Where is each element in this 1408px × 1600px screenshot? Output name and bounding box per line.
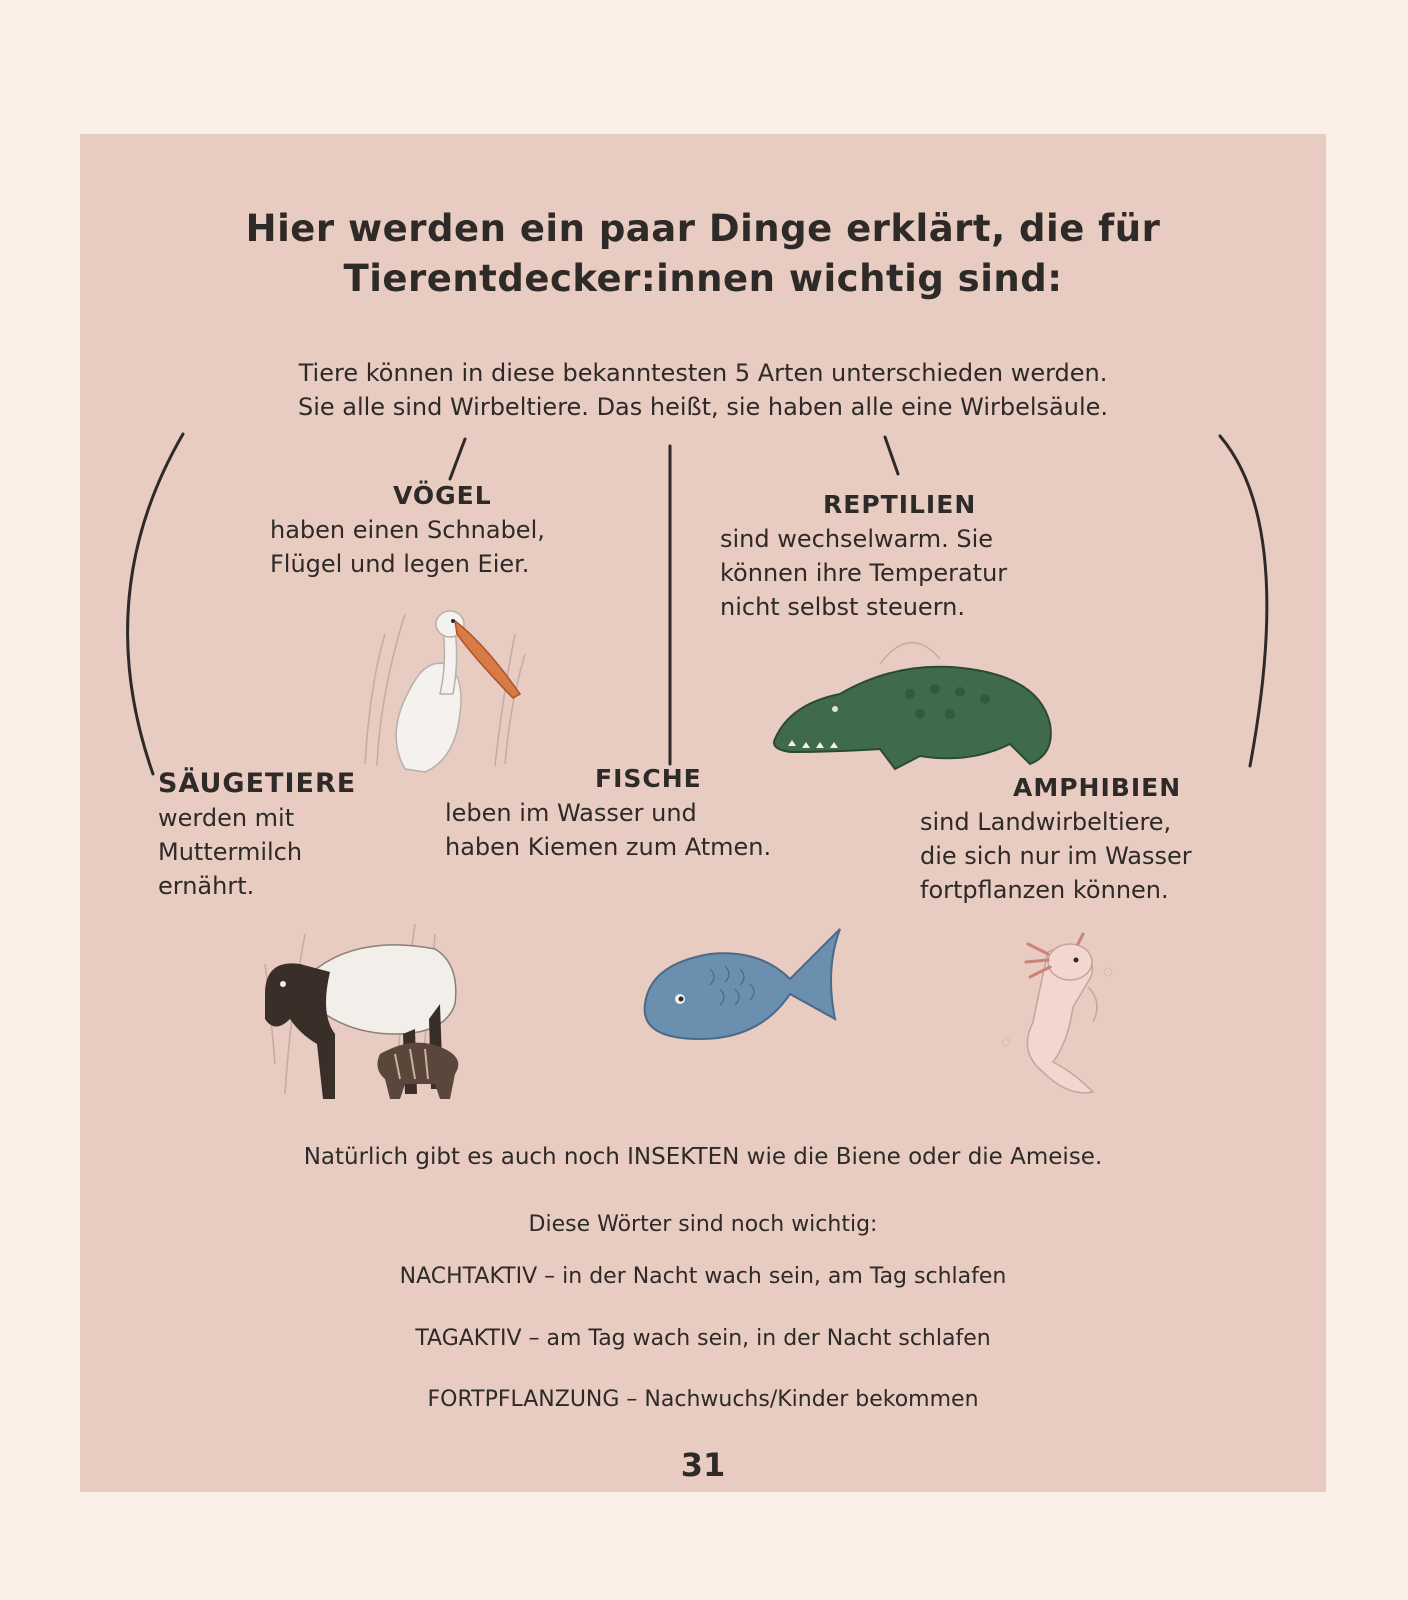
- crocodile-icon: [770, 624, 1080, 774]
- group-saeugetiere-line-3: ernährt.: [158, 872, 255, 900]
- word-fortpflanzung: FORTPFLANZUNG – Nachwuchs/Kinder bekommen: [427, 1387, 979, 1412]
- fish-icon: [640, 924, 855, 1049]
- word-nachtaktiv: NACHTAKTIV – in der Nacht wach sein, am Tag schlafen: [399, 1264, 1007, 1289]
- page-number: 31: [680, 1446, 726, 1484]
- intro-line-2: Sie alle sind Wirbeltiere. Das heißt, sie haben alle eine Wirbelsäule.: [297, 393, 1109, 421]
- page-title: [80, 204, 1326, 304]
- group-amphibien: [920, 771, 1300, 907]
- group-amphibien-line-3: fortpflanzen können.: [920, 876, 1169, 904]
- group-amphibien-line-1: sind Landwirbeltiere,: [920, 808, 1172, 836]
- intro-line-1: Tiere können in diese bekanntesten 5 Arten unterschieden werden.: [298, 359, 1108, 387]
- group-saeugetiere-line-1: werden mit: [158, 804, 295, 832]
- group-fische-description: [445, 796, 865, 864]
- group-voegel-name: VÖGEL: [393, 481, 492, 510]
- page-title-line-1: Hier werden ein paar Dinge erklärt, die für: [245, 207, 1161, 250]
- group-voegel-description: [270, 513, 630, 581]
- group-reptilien-name: REPTILIEN: [823, 490, 977, 519]
- group-saeugetiere-description: [158, 801, 408, 903]
- group-saeugetiere-line-2: Muttermilch: [158, 838, 303, 866]
- group-fische-line-2: haben Kiemen zum Atmen.: [445, 833, 772, 861]
- group-amphibien-name: AMPHIBIEN: [1013, 773, 1182, 802]
- group-reptilien: [720, 488, 1120, 624]
- group-saeugetiere-name: SÄUGETIERE: [158, 768, 357, 799]
- words-heading: Diese Wörter sind noch wichtig:: [528, 1212, 878, 1237]
- group-reptilien-description: [720, 522, 1120, 624]
- tapir-icon: [245, 894, 475, 1109]
- content-panel: [80, 134, 1326, 1492]
- word-tagaktiv: TAGAKTIV – am Tag wach sein, in der Nacht schlafen: [415, 1326, 991, 1351]
- group-reptilien-line-2: können ihre Temperatur: [720, 559, 1008, 587]
- page-title-line-2: Tierentdecker:innen wichtig sind:: [343, 257, 1063, 300]
- insects-note: Natürlich gibt es auch noch INSEKTEN wie die Biene oder die Ameise.: [303, 1144, 1103, 1170]
- group-amphibien-line-2: die sich nur im Wasser: [920, 842, 1192, 870]
- group-reptilien-line-3: nicht selbst steuern.: [720, 593, 965, 621]
- group-reptilien-line-1: sind wechselwarm. Sie: [720, 525, 994, 553]
- group-fische-name: FISCHE: [595, 764, 702, 793]
- group-voegel-line-2: Flügel und legen Eier.: [270, 550, 530, 578]
- group-fische-line-1: leben im Wasser und: [445, 799, 697, 827]
- group-amphibien-description: [920, 805, 1300, 907]
- pelican-icon: [355, 594, 535, 779]
- intro-text: [80, 356, 1326, 424]
- group-voegel-line-1: haben einen Schnabel,: [270, 516, 545, 544]
- group-voegel: [270, 479, 630, 581]
- group-saeugetiere: [158, 767, 408, 903]
- axolotl-icon: [998, 932, 1123, 1102]
- group-fische: [445, 762, 865, 864]
